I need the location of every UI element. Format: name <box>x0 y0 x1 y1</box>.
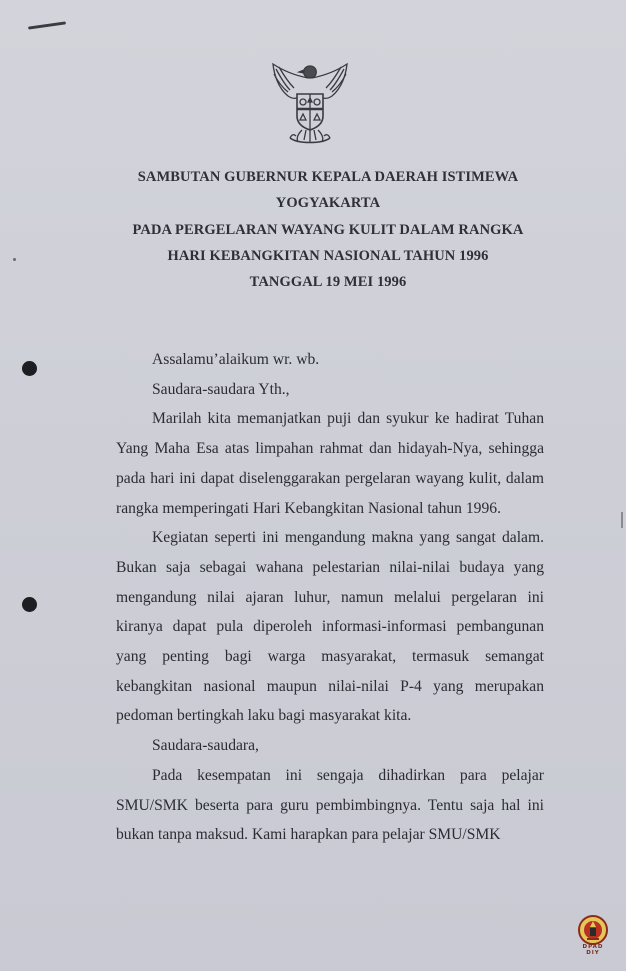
salutation: Saudara-saudara Yth., <box>152 380 290 398</box>
paper-speck <box>13 258 16 261</box>
heading-line-5: TANGGAL 19 MEI 1996 <box>249 274 407 291</box>
greeting: Assalamu’alaikum wr. wb. <box>152 351 320 368</box>
heading-line-2: YOGYAKARTA <box>275 195 381 212</box>
paragraph-1: Marilah kita memanjatkan puji dan syukur ke hadirat Tuhan Yang Maha Esa atas limpahan rahmat dan hidayah-Nya, sehingga pada hari ini dapat diselenggarakan pergelaran wayang kulit, dalam rangka memperingati Hari Kebangkitan Nasional tahun 1996. <box>116 410 544 517</box>
punch-hole-top <box>22 361 37 376</box>
watermark-line-1: DPAD <box>582 944 604 950</box>
pen-mark <box>28 21 66 29</box>
punch-hole-bottom <box>22 597 37 612</box>
heading-line-3: PADA PERGELARAN WAYANG KULIT DALAM RANGKA <box>132 221 524 238</box>
paragraph-3: Pada kesempatan ini sengaja dihadirkan para pelajar SMU/SMK beserta para guru pembimbingnya. Tentu saja hal ini bukan tanpa maksud. Kami harapkan para pelajar SMU/SMK <box>116 766 544 844</box>
watermark-label <box>570 944 616 956</box>
salutation-2: Saudara-saudara, <box>152 737 259 755</box>
watermark-line-2: DIY <box>586 950 600 956</box>
garuda-emblem-icon <box>268 60 352 146</box>
edge-mark <box>621 512 623 528</box>
paragraph-2: Kegiatan seperti ini mengandung makna yang sangat dalam. Bukan saja sebagai wahana pelestarian nilai-nilai budaya yang mengandung nilai ajaran luhur, namun melalui pergelaran ini kiranya dapat pula diperoleh informasi-informasi pembangunan yang penting bagi warga masyarakat, termasuk semangat kebangkitan nasional maupun nilai-nilai P-4 yang merupakan pedoman bertingkah laku bagi masyarakat kita. <box>116 529 544 725</box>
heading-line-1: SAMBUTAN GUBERNUR KEPALA DAERAH ISTIMEWA <box>137 169 519 185</box>
document-heading <box>60 164 596 295</box>
document-body <box>116 345 544 850</box>
heading-line-4: HARI KEBANGKITAN NASIONAL TAHUN 1996 <box>167 247 489 264</box>
